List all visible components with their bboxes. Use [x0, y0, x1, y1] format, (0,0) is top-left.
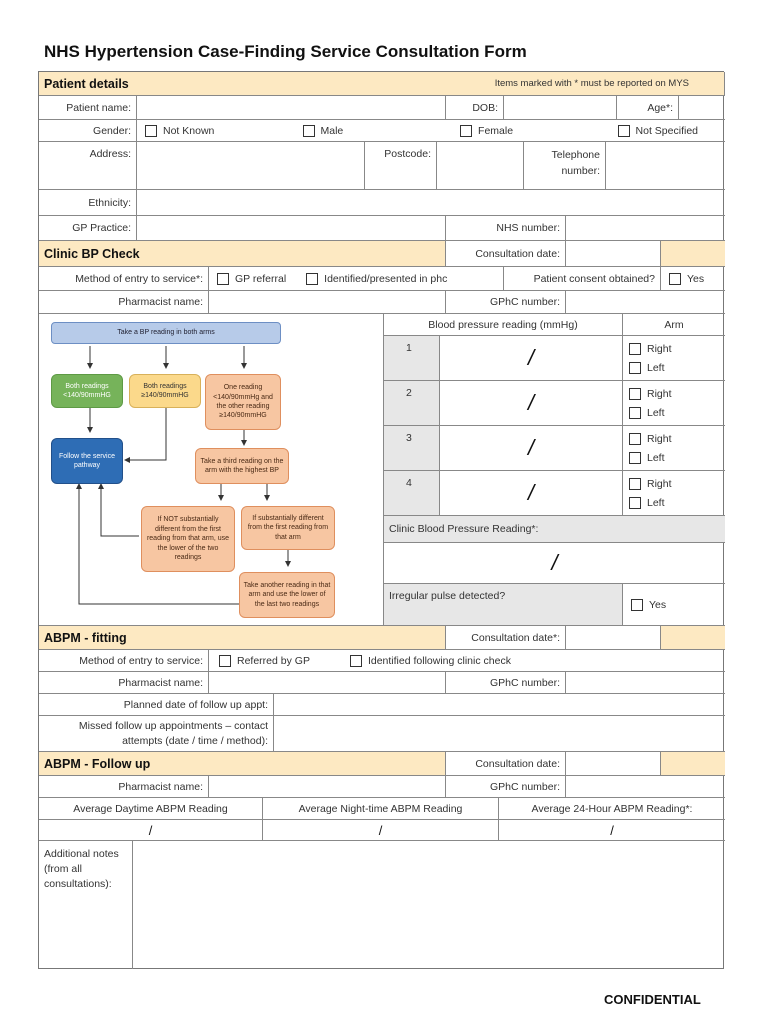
clinic-consult-date-field[interactable] — [566, 241, 661, 267]
followup-consult-date-field[interactable] — [566, 752, 661, 776]
planned-followup-field[interactable] — [274, 694, 725, 716]
reading-3-field[interactable]: / — [440, 426, 623, 471]
reading-number-1: 1 — [384, 336, 440, 381]
address-label: Address: — [39, 142, 137, 190]
planned-followup-label: Planned date of follow up appt: — [39, 694, 274, 716]
reading-2-field[interactable]: / — [440, 381, 623, 426]
flow-one-reading: One reading <140/90mmHg and the other reading ≥140/90mmHG — [205, 374, 281, 430]
followup-gphc-label: GPhC number: — [446, 776, 566, 798]
flow-start: Take a BP reading in both arms — [51, 322, 281, 344]
abpm-followup-header: ABPM - Follow up — [39, 752, 446, 776]
checkbox-icon[interactable] — [629, 388, 641, 400]
avg-daytime-label: Average Daytime ABPM Reading — [39, 798, 263, 820]
method-referred-gp[interactable]: Referred by GP — [219, 655, 310, 667]
consent-label: Patient consent obtained? — [504, 267, 661, 291]
checkbox-icon[interactable] — [669, 273, 681, 285]
flow-both-high: Both readings ≥140/90mmHG — [129, 374, 201, 408]
clinic-bp-reading-field[interactable]: / — [384, 543, 725, 584]
flow-different: If substantially different from the first reading from that arm — [241, 506, 335, 550]
clinic-method-label: Method of entry to service*: — [39, 267, 209, 291]
reading-3-arm — [623, 426, 725, 471]
fitting-method-options — [209, 650, 725, 672]
checkbox-icon[interactable] — [145, 125, 157, 137]
gender-male[interactable]: Male — [303, 125, 439, 137]
gp-practice-field[interactable] — [137, 216, 446, 241]
patient-details-header — [39, 72, 725, 96]
missed-followup-label: Missed follow up appointments – contact attempts (date / time / method): — [39, 716, 274, 752]
checkbox-icon[interactable] — [629, 497, 641, 509]
avg-24hour-label: Average 24-Hour ABPM Reading*: — [499, 798, 725, 820]
age-label: Age*: — [617, 96, 679, 120]
reading-4-arm — [623, 471, 725, 516]
checkbox-icon[interactable] — [629, 433, 641, 445]
reading-number-4: 4 — [384, 471, 440, 516]
flow-arrow — [101, 484, 139, 536]
fitting-pharmacist-field[interactable] — [209, 672, 446, 694]
gp-practice-label: GP Practice: — [39, 216, 137, 241]
nhs-number-label: NHS number: — [446, 216, 566, 241]
confidential-mark: CONFIDENTIAL — [604, 992, 701, 1007]
checkbox-icon[interactable] — [629, 362, 641, 374]
arm-left-option[interactable]: Left — [629, 358, 665, 377]
followup-consult-date-label: Consultation date: — [446, 752, 566, 776]
fitting-gphc-label: GPhC number: — [446, 672, 566, 694]
reading-number-3: 3 — [384, 426, 440, 471]
arm-right-option[interactable]: Right — [629, 384, 672, 403]
gender-label: Gender: — [39, 120, 137, 142]
mys-note: Items marked with * must be reported on MYS — [494, 78, 689, 89]
clinic-method-options — [209, 267, 504, 291]
consultation-form — [38, 71, 724, 969]
checkbox-icon[interactable] — [460, 125, 472, 137]
followup-pharmacist-field[interactable] — [209, 776, 446, 798]
clinic-consult-date-label: Consultation date: — [446, 241, 566, 267]
clinic-pharmacist-field[interactable] — [209, 291, 446, 314]
arm-right-option[interactable]: Right — [629, 474, 672, 493]
method-gp-referral[interactable]: GP referral — [217, 273, 286, 285]
flow-third-reading: Take a third reading on the arm with the highest BP — [195, 448, 289, 484]
fitting-consult-date-field[interactable] — [566, 626, 661, 650]
fitting-gphc-field[interactable] — [566, 672, 725, 694]
checkbox-icon[interactable] — [629, 478, 641, 490]
gender-not-known[interactable]: Not Known — [145, 125, 281, 137]
checkbox-icon[interactable] — [629, 407, 641, 419]
gender-not-specified[interactable]: Not Specified — [618, 125, 698, 137]
patient-name-label: Patient name: — [39, 96, 137, 120]
patient-details-title: Patient details — [44, 76, 129, 91]
avg-nighttime-label: Average Night-time ABPM Reading — [263, 798, 499, 820]
clinic-gphc-field[interactable] — [566, 291, 725, 314]
telephone-label: Telephone number: — [524, 142, 606, 190]
checkbox-icon[interactable] — [629, 343, 641, 355]
flow-another-reading: Take another reading in that arm and use the lower of the last two readings — [239, 572, 335, 618]
bp-flowchart — [39, 314, 384, 626]
arm-right-option[interactable]: Right — [629, 339, 672, 358]
gender-female[interactable]: Female — [460, 125, 596, 137]
flow-follow-pathway: Follow the service pathway — [51, 438, 123, 484]
gender-options — [137, 120, 725, 142]
age-field[interactable] — [679, 96, 725, 120]
avg-daytime-field[interactable]: / — [39, 820, 263, 841]
nhs-number-field[interactable] — [566, 216, 725, 241]
checkbox-icon[interactable] — [306, 273, 318, 285]
checkbox-icon[interactable] — [217, 273, 229, 285]
method-identified-clinic[interactable]: Identified following clinic check — [350, 655, 511, 667]
arm-left-option[interactable]: Left — [629, 493, 665, 512]
reading-2-arm — [623, 381, 725, 426]
consent-option[interactable]: Yes — [661, 267, 725, 291]
reading-1-field[interactable]: / — [440, 336, 623, 381]
followup-gphc-field[interactable] — [566, 776, 725, 798]
address-field[interactable] — [137, 142, 365, 190]
patient-name-field[interactable] — [137, 96, 446, 120]
avg-nighttime-field[interactable]: / — [263, 820, 499, 841]
flow-both-low: Both readings <140/90mmHG — [51, 374, 123, 408]
fitting-pharmacist-label: Pharmacist name: — [39, 672, 209, 694]
arm-right-option[interactable]: Right — [629, 429, 672, 448]
arm-left-option[interactable]: Left — [629, 448, 665, 467]
bp-reading-header: Blood pressure reading (mmHg) — [384, 314, 623, 336]
ethnicity-label: Ethnicity: — [39, 190, 137, 216]
page-title: NHS Hypertension Case-Finding Service Consultation Form — [44, 42, 527, 61]
irregular-pulse-label: Irregular pulse detected? — [384, 584, 623, 626]
flow-arrow — [125, 408, 166, 460]
dob-field[interactable] — [504, 96, 617, 120]
checkbox-icon[interactable] — [629, 452, 641, 464]
reading-number-2: 2 — [384, 381, 440, 426]
method-identified-phc[interactable]: Identified/presented in phc — [306, 273, 447, 285]
dob-label: DOB: — [446, 96, 504, 120]
notes-field[interactable] — [133, 841, 725, 969]
checkbox-icon[interactable] — [618, 125, 630, 137]
postcode-field[interactable] — [437, 142, 524, 190]
clinic-consult-date-extra[interactable] — [661, 241, 725, 267]
fitting-method-label: Method of entry to service: — [39, 650, 209, 672]
abpm-fitting-header: ABPM - fitting — [39, 626, 446, 650]
notes-label: Additional notes (from all consultations): — [39, 841, 133, 969]
reading-4-field[interactable]: / — [440, 471, 623, 516]
reading-1-arm — [623, 336, 725, 381]
clinic-bp-reading-label: Clinic Blood Pressure Reading*: — [384, 516, 725, 543]
irregular-pulse-option[interactable]: Yes — [623, 584, 725, 626]
missed-followup-field[interactable] — [274, 716, 725, 752]
checkbox-icon[interactable] — [631, 599, 643, 611]
telephone-field[interactable] — [606, 142, 725, 190]
avg-24hour-field[interactable]: / — [499, 820, 725, 841]
flow-not-different: If NOT substantially different from the first reading from that arm, use the lower of the two readings — [141, 506, 235, 572]
clinic-bp-header: Clinic BP Check — [39, 241, 446, 267]
followup-consult-date-extra[interactable] — [661, 752, 725, 776]
clinic-gphc-label: GPhC number: — [446, 291, 566, 314]
clinic-pharmacist-label: Pharmacist name: — [39, 291, 209, 314]
checkbox-icon[interactable] — [350, 655, 362, 667]
fitting-consult-date-extra[interactable] — [661, 626, 725, 650]
ethnicity-field[interactable] — [137, 190, 725, 216]
followup-pharmacist-label: Pharmacist name: — [39, 776, 209, 798]
arm-left-option[interactable]: Left — [629, 403, 665, 422]
postcode-label: Postcode: — [365, 142, 437, 190]
fitting-consult-date-label: Consultation date*: — [446, 626, 566, 650]
arm-header: Arm — [623, 314, 725, 336]
checkbox-icon[interactable] — [219, 655, 231, 667]
checkbox-icon[interactable] — [303, 125, 315, 137]
